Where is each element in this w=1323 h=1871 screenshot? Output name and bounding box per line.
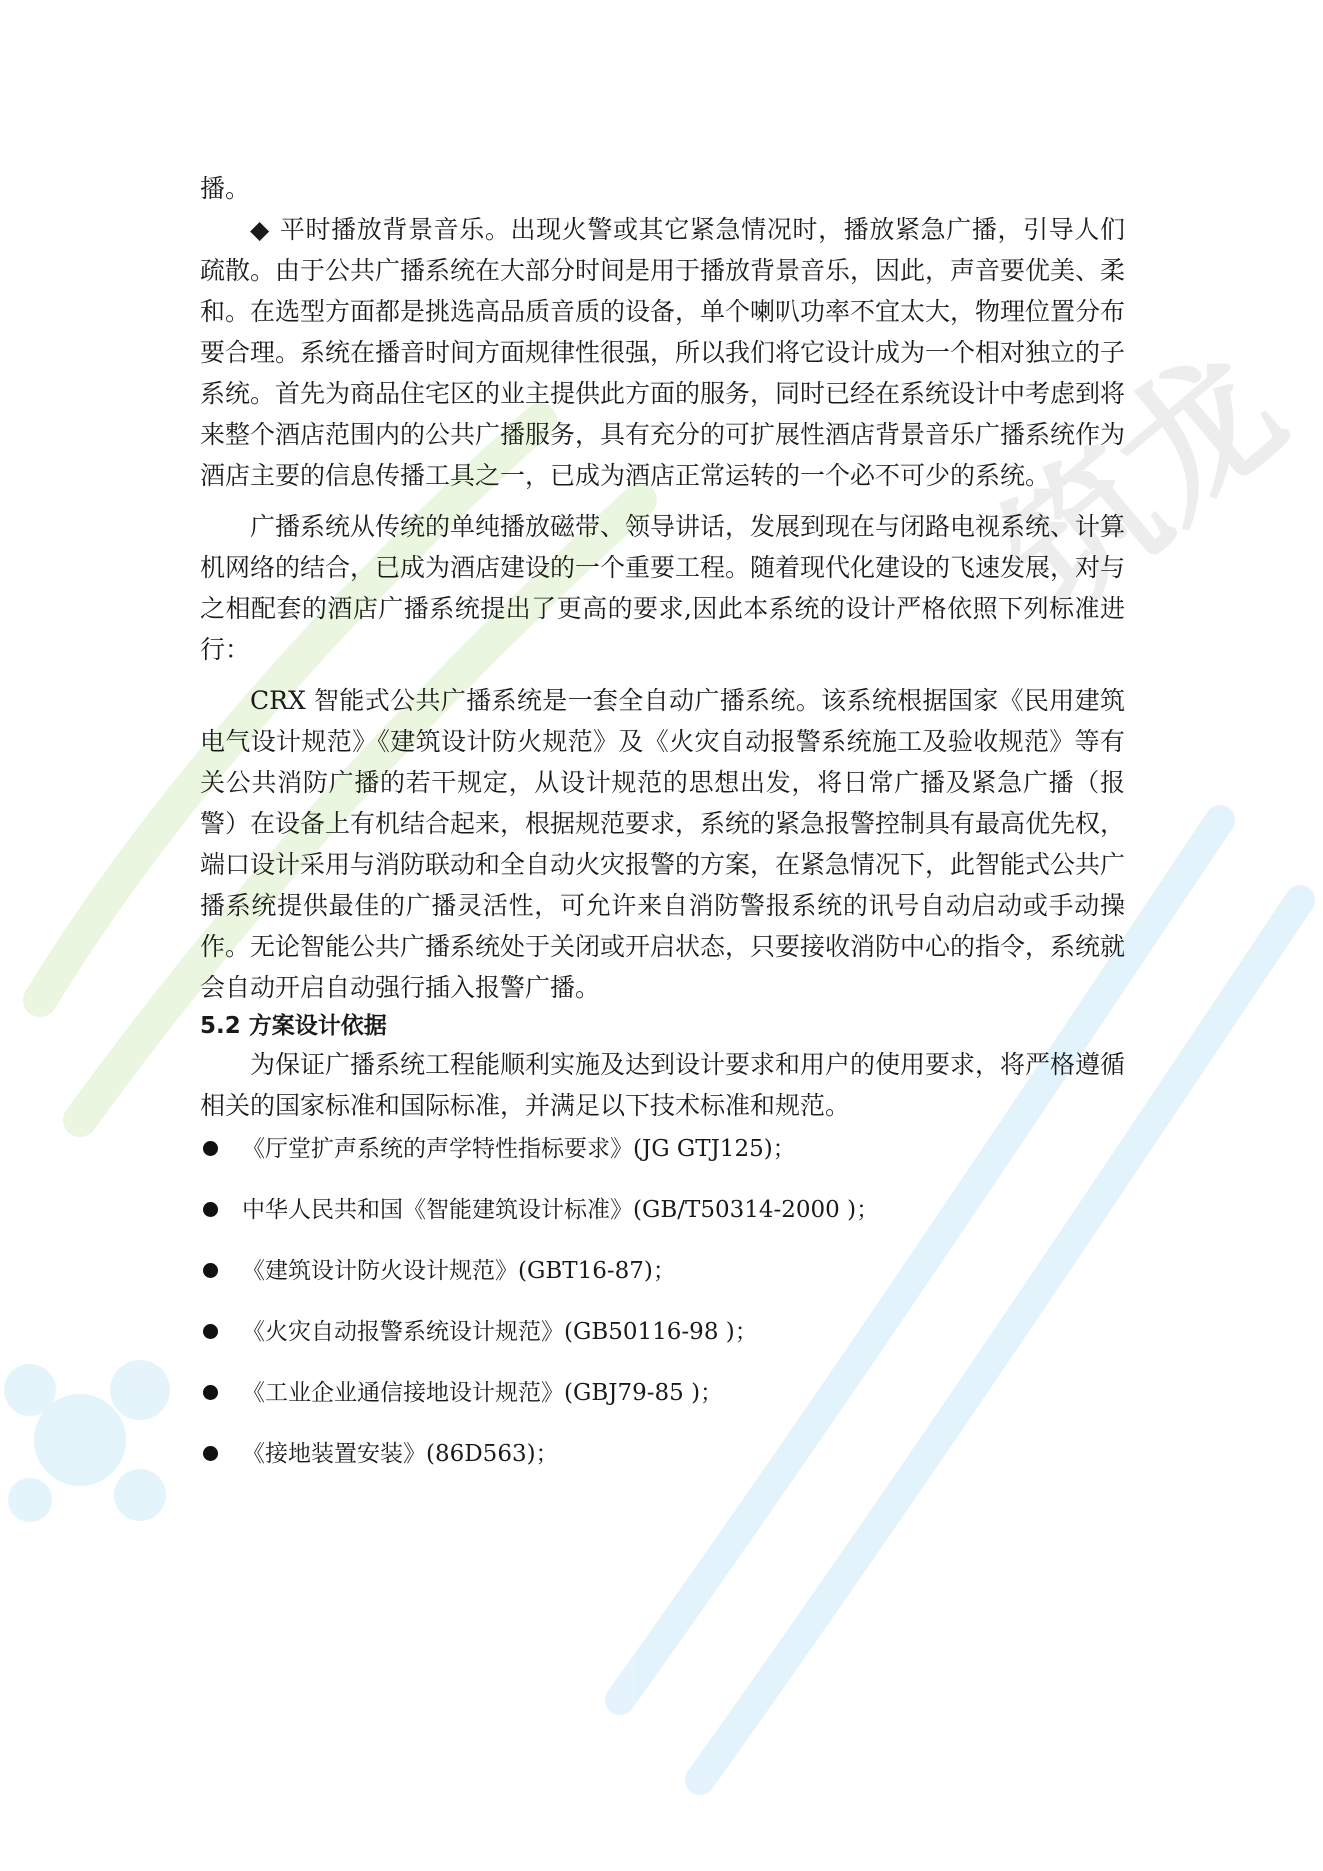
list-item: 《接地装置安装》(86D563)； xyxy=(200,1439,1125,1500)
paragraph-background-music: ◆ 平时播放背景音乐。出现火警或其它紧急情况时，播放紧急广播，引导人们疏散。由于公共广播系统在大部分时间是用于播放背景音乐，因此，声音要优美、柔和。在选型方面都是挑选高品质音质的设备，单个喇叭功率不宜太大，物理位置分布要合理。系统在播音时间方面规律性很强，所以我们将它设计成为一个相对独立的子系统。首先为商品住宅区的业主提供此方面的服务，同时已经在系统设计中考虑到将来整个酒店范围内的公共广播服务，具有充分的可扩展性酒店背景音乐广播系统作为酒店主要的信息传播工具之一，已成为酒店正常运转的一个必不可少的系统。 xyxy=(200,215,1126,490)
section-intro: 为保证广播系统工程能顺利实施及达到设计要求和用户的使用要求，将严格遵循相关的国家标准和国际标准，并满足以下技术标准和规范。 xyxy=(200,1050,1126,1120)
svg-text:筑龙: 筑龙 xyxy=(971,321,1313,648)
document-body xyxy=(200,168,1125,1500)
list-item: 中华人民共和国《智能建筑设计标准》(GB/T50314-2000 )； xyxy=(200,1195,1125,1256)
list-item: 《火灾自动报警系统设计规范》(GB50116-98 )； xyxy=(200,1317,1125,1378)
standards-list xyxy=(200,1134,1125,1500)
bullet-dot-icon xyxy=(203,1263,218,1278)
bullet-dot-icon xyxy=(203,1202,218,1217)
section-heading: 5.2 方案设计依据 xyxy=(200,1013,387,1039)
paragraph-continuation: 播。 xyxy=(200,174,251,203)
bullet-dot-icon xyxy=(203,1324,218,1339)
list-item: 《建筑设计防火设计规范》(GBT16-87)； xyxy=(200,1256,1125,1317)
paragraph-crx-system: CRX 智能式公共广播系统是一套全自动广播系统。该系统根据国家《民用建筑电气设计规范》《建筑设计防火规范》及《火灾自动报警系统施工及验收规范》等有关公共消防广播的若干规定，从设计规范的思想出发，将日常广播及紧急广播（报警）在设备上有机结合起来，根据规范要求，系统的紧急报警控制具有最高优先权，端口设计采用与消防联动和全自动火灾报警的方案，在紧急情况下，此智能式公共广播系统提供最佳的广播灵活性，可允许来自消防警报系统的讯号自动启动或手动操作。无论智能公共广播系统处于关闭或开启状态，只要接收消防中心的指令，系统就会自动开启自动强行插入报警广播。 xyxy=(200,686,1126,1002)
list-item: 《厅堂扩声系统的声学特性指标要求》(JG GTJ125)； xyxy=(200,1134,1125,1195)
bullet-dot-icon xyxy=(203,1385,218,1400)
bullet-dot-icon xyxy=(203,1141,218,1156)
diamond-bullet-icon: ◆ xyxy=(250,215,270,244)
paragraph-broadcast-development: 广播系统从传统的单纯播放磁带、领导讲话，发展到现在与闭路电视系统、计算机网络的结合，已成为酒店建设的一个重要工程。随着现代化建设的飞速发展，对与之相配套的酒店广播系统提出了更高的要求,因此本系统的设计严格依照下列标准进行： xyxy=(200,512,1126,664)
bullet-dot-icon xyxy=(203,1446,218,1461)
list-item: 《工业企业通信接地设计规范》(GBJ79-85 )； xyxy=(200,1378,1125,1439)
